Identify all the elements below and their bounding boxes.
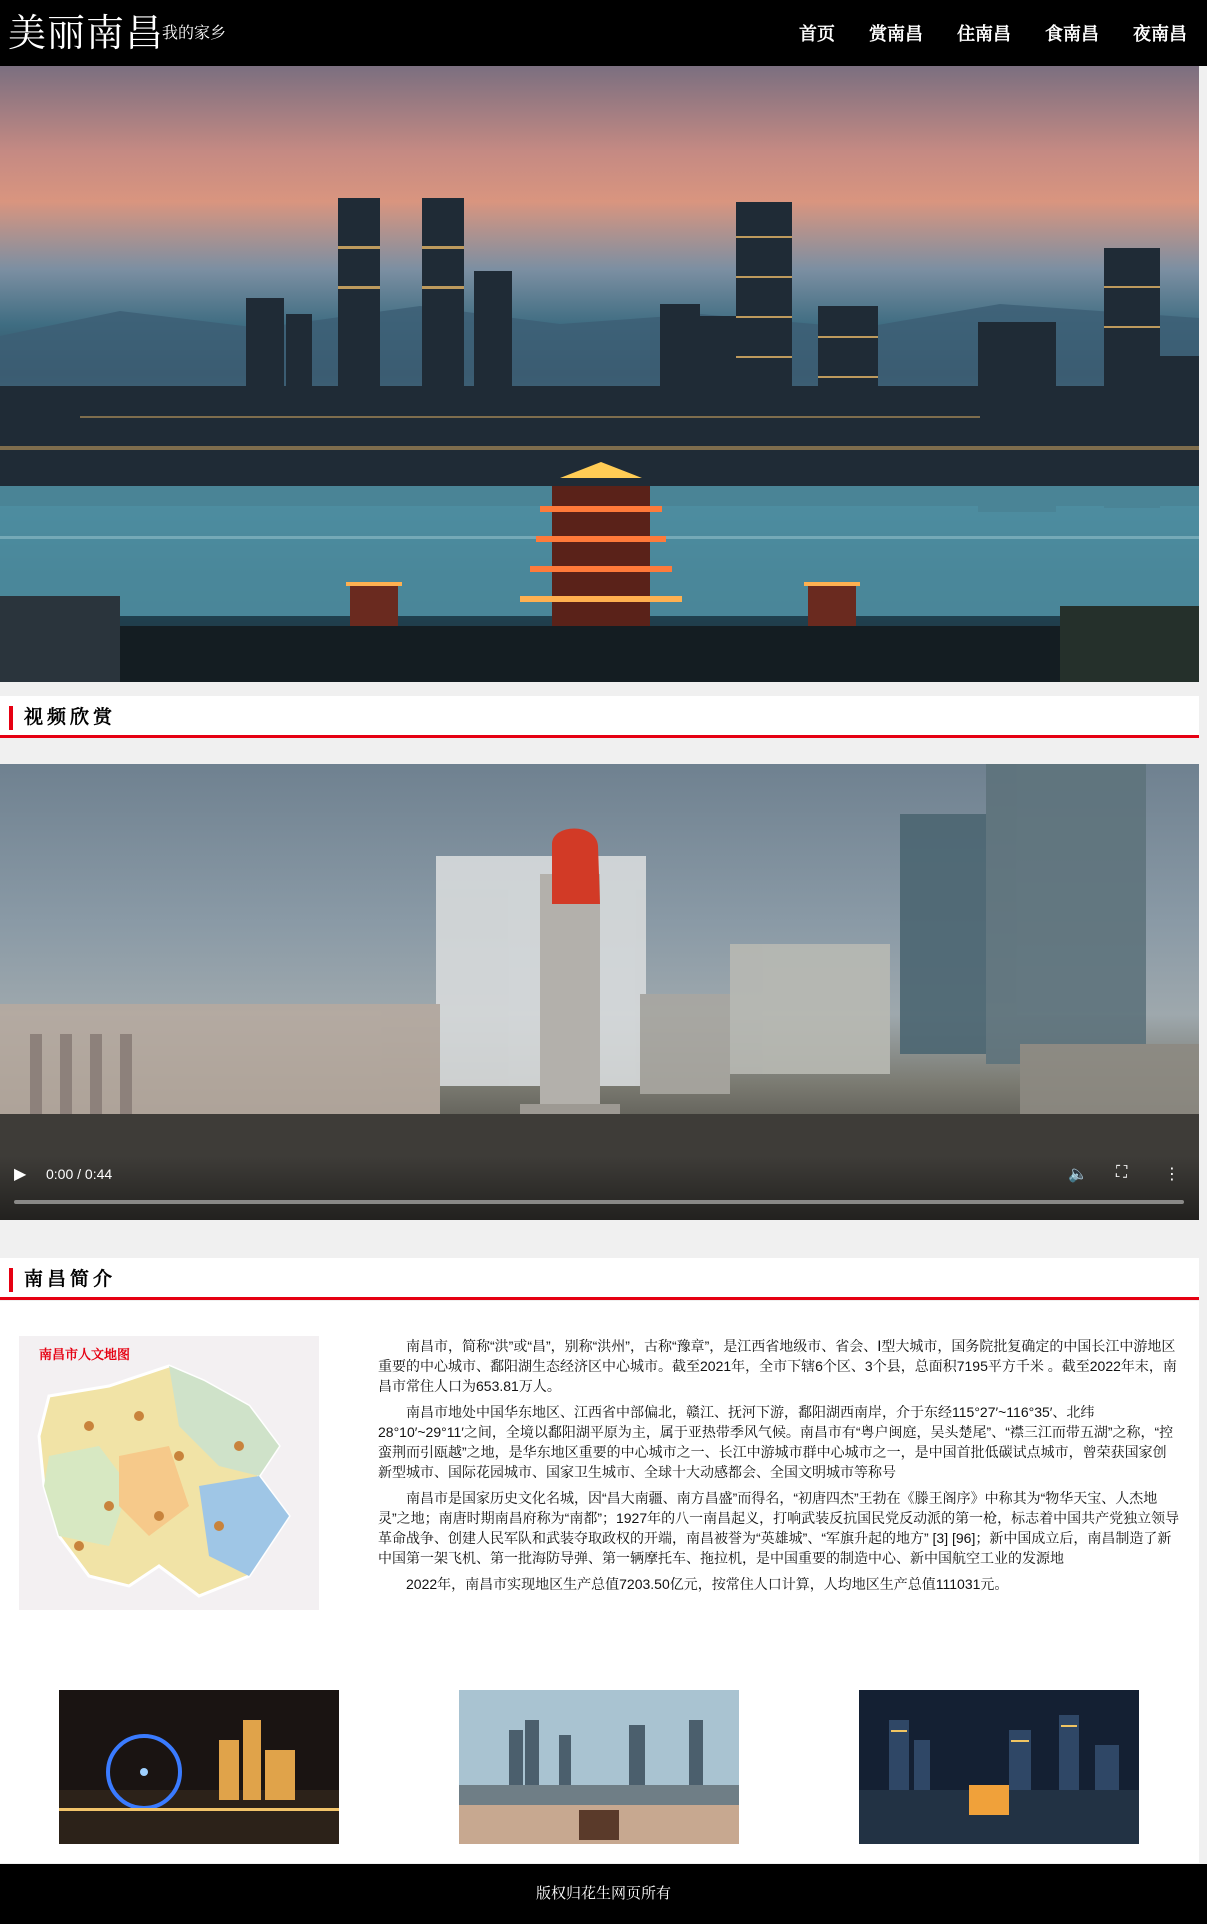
section-divider	[0, 735, 1199, 738]
section-header-video	[0, 696, 1199, 738]
nav-item-stay[interactable]: 住南昌	[957, 24, 1011, 44]
more-options-icon[interactable]: ⋮	[1164, 1166, 1180, 1183]
intro-paragraph: 南昌市地处中国华东地区、江西省中部偏北，赣江、抚河下游，鄱阳湖西南岸，介于东经115°27′~116°35′、北纬28°10′~29°11′之间，全境以鄱阳湖平原为主，属于亚热带季风气候。南昌市有“粤户闽庭，吴头楚尾”、“襟三江而带五湖”之称，“控蛮荆而引瓯越”之地，是华东地区重要的中心城市之一、长江中游城市群中心城市之一，是中国首批低碳试点城市，曾荣获国家创新型城市、国际花园城市、国家卫生城市、全球十大动感都会、全国文明城市等称号	[378, 1404, 1174, 1480]
intro-paragraph: 2022年，南昌市实现地区生产总值7203.50亿元，按常住人口计算，人均地区生产总值111031元。	[406, 1576, 1009, 1592]
volume-icon[interactable]: 🔈	[1068, 1166, 1088, 1183]
video-player[interactable]	[0, 764, 1199, 1220]
hero-banner-image	[0, 66, 1199, 682]
site-logo[interactable]: 美丽南昌	[8, 13, 165, 55]
nav-item-food[interactable]: 食南昌	[1045, 24, 1099, 44]
copyright-text: 版权归花生网页所有	[535, 1885, 671, 1902]
play-icon[interactable]: ▶	[14, 1166, 27, 1183]
site-tagline: 我的家乡	[162, 25, 227, 42]
intro-text	[378, 1336, 1180, 1600]
video-controls	[0, 1156, 1199, 1220]
section-accent-bar	[9, 706, 13, 730]
culture-map-image	[19, 1336, 319, 1610]
fullscreen-icon[interactable]: ⛶	[1116, 1164, 1128, 1181]
video-progress-bar[interactable]	[14, 1200, 1184, 1204]
thumbnail-river-skyline[interactable]	[459, 1690, 739, 1844]
site-footer	[0, 1864, 1207, 1924]
map-title: 南昌市人文地图	[39, 1347, 131, 1362]
nav-item-home[interactable]: 首页	[799, 24, 835, 44]
section-title-video: 视频欣赏	[24, 707, 117, 728]
map-illustration	[19, 1336, 319, 1610]
nav-item-night[interactable]: 夜南昌	[1133, 24, 1187, 44]
intro-content	[0, 1301, 1199, 1863]
thumbnail-night-city[interactable]	[859, 1690, 1139, 1844]
video-time: 0:00 / 0:44	[46, 1166, 113, 1182]
intro-paragraph: 南昌市，简称“洪”或“昌”，别称“洪州”，古称“豫章”，是江西省地级市、省会、Ⅰ型大城市，国务院批复确定的中国长江中游地区重要的中心城市、鄱阳湖生态经济区中心城市。截至2021年，全市下辖6个区、3个县，总面积7195平方千米 。截至2022年末，南昌市常住人口为653.81万人。	[378, 1338, 1177, 1394]
site-header	[0, 0, 1207, 66]
intro-paragraph: 南昌市是国家历史文化名城，因“昌大南疆、南方昌盛”而得名，“初唐四杰”王勃在《滕王阁序》中称其为“物华天宝、人杰地灵”之地；南唐时期南昌府称为“南都”；1927年的八一南昌起义，打响武装反抗国民党反动派的第一枪，标志着中国共产党独立领导革命战争、创建人民军队和武装夺取政权的开端，南昌被誉为“英雄城”、“军旗升起的地方” [3] [96]；新中国成立后，南昌制造了新中国第一架飞机、第一批海防导弹、第一辆摩托车、拖拉机，是中国重要的制造中心、新中国航空工业的发源地	[378, 1490, 1180, 1566]
thumbnail-ferris-wheel[interactable]	[59, 1690, 339, 1844]
city-skyline-illustration	[0, 66, 1199, 682]
main-nav	[765, 0, 1187, 66]
video-poster-frame	[0, 764, 1199, 1220]
section-accent-bar	[9, 1268, 13, 1292]
section-divider	[0, 1297, 1199, 1300]
nav-item-sightseeing[interactable]: 赏南昌	[869, 24, 923, 44]
section-header-intro	[0, 1258, 1199, 1300]
section-title-intro: 南昌简介	[24, 1269, 117, 1290]
